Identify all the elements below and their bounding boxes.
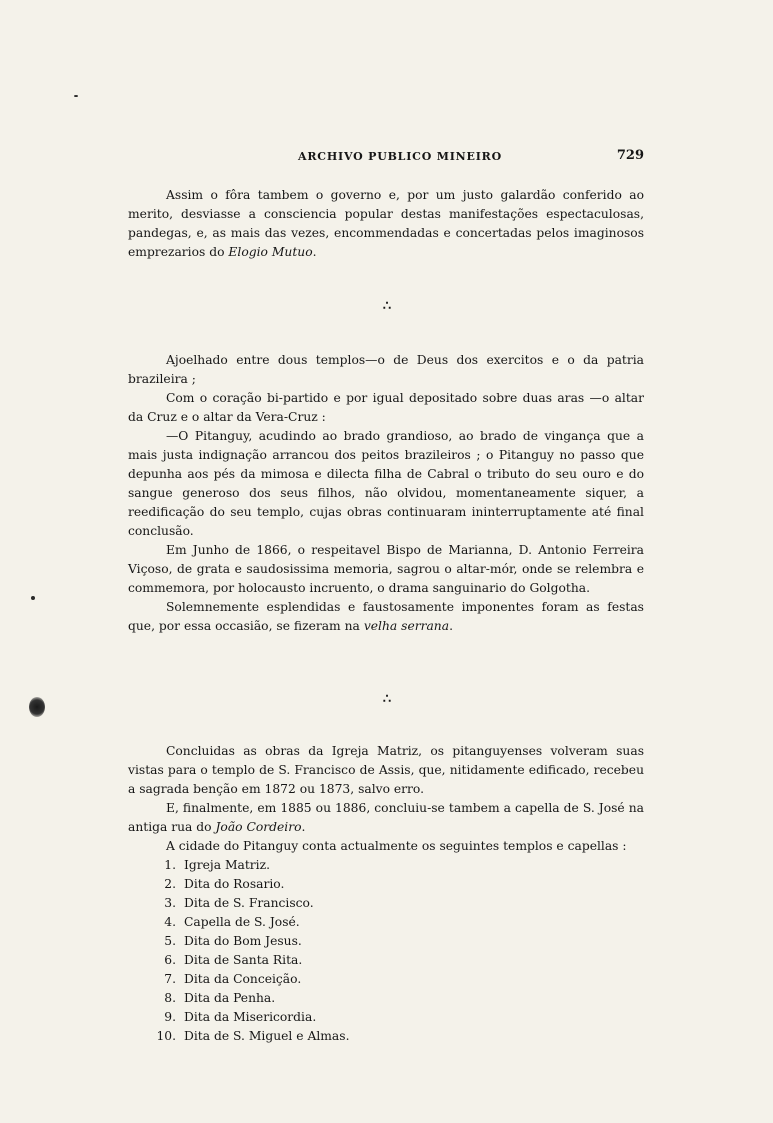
list-item: 6. Dita de Santa Rita. — [164, 953, 303, 967]
list-item: 8. Dita da Penha. — [164, 991, 276, 1005]
scan-speck — [74, 95, 78, 97]
list-item: 10. Dita de S. Miguel e Almas. — [156, 1029, 350, 1043]
paragraph: Solemnemente esplendidas e faustosamente imponentes foram as festas que, por essa occasião, se fizeram na velha serrana. — [128, 600, 644, 633]
list-item: 9. Dita da Misericordia. — [164, 1010, 317, 1024]
temples-list — [128, 856, 644, 1046]
list-item: 5. Dita do Bom Jesus. — [164, 934, 302, 948]
list-item: 3. Dita de S. Francisco. — [164, 896, 314, 910]
paragraph: Concluidas as obras da Igreja Matriz, os pitanguyenses volveram suas vistas para o templo de S. Francisco de Assis, que, nitidamente edificado, recebeu a sagrada benção em 1872 ou 1873, salvo erro. — [128, 744, 644, 796]
paragraph-block-2 — [128, 351, 644, 636]
paragraph: Com o coração bi-partido e por igual depositado sobre duas aras —o altar da Cruz e o altar da Vera-Cruz : — [128, 391, 644, 424]
page-number: 729 — [616, 148, 644, 163]
paragraph: A cidade do Pitanguy conta actualmente os seguintes templos e capellas : — [166, 839, 627, 853]
ink-stain-icon — [29, 697, 45, 717]
paragraph: —O Pitanguy, acudindo ao brado grandioso, ao brado de vingança que a mais justa indignação arrancou dos peitos brazileiros ; o Pitanguy no passo que depunha aos pés da mimosa e dilecta filha de Cabral o tributo do seu ouro e do sangue generoso dos seus filhos, não olvidou, momentaneamente siquer, a reedificação do seu templo, cujas obras continuaram ininterruptamente até final conclusão. — [128, 429, 644, 538]
scan-speck — [31, 596, 35, 600]
paragraph: Em Junho de 1866, o respeitavel Bispo de Marianna, D. Antonio Ferreira Viçoso, de grata e saudosissima memoria, sagrou o altar-mór, onde se relembra e commemora, por holocausto incruento, o drama sanguinario do Golgotha. — [128, 543, 644, 595]
page-header — [128, 150, 644, 170]
running-title: ARCHIVO PUBLICO MINEIRO — [298, 150, 502, 163]
list-item: 2. Dita do Rosario. — [164, 877, 285, 891]
section-divider: ∴ — [382, 299, 392, 314]
italic-phrase: velha serrana — [363, 619, 450, 633]
paragraph: Ajoelhado entre dous templos—o de Deus dos exercitos e o da patria brazileira ; — [128, 353, 644, 386]
paragraph-block-1 — [128, 186, 644, 262]
list-item: 4. Capella de S. José. — [164, 915, 300, 929]
italic-phrase: João Cordeiro — [215, 820, 302, 834]
paragraph-block-3 — [128, 742, 644, 1046]
italic-phrase: Elogio Mutuo — [228, 245, 313, 259]
paragraph: E, finalmente, em 1885 ou 1886, concluiu-se tambem a capella de S. José na antiga rua do João Cordeiro. — [128, 801, 644, 834]
list-item: 7. Dita da Conceição. — [164, 972, 302, 986]
list-item: 1. Igreja Matriz. — [164, 858, 271, 872]
paragraph: Assim o fôra tambem o governo e, por um justo galardão conferido ao merito, desviasse a consciencia popular destas manifestações espectaculosas, pandegas, e, as mais das vezes, encommendadas e concertadas pelos imaginosos emprezarios do Elogio Mutuo. — [128, 188, 644, 259]
section-divider: ∴ — [382, 692, 392, 707]
